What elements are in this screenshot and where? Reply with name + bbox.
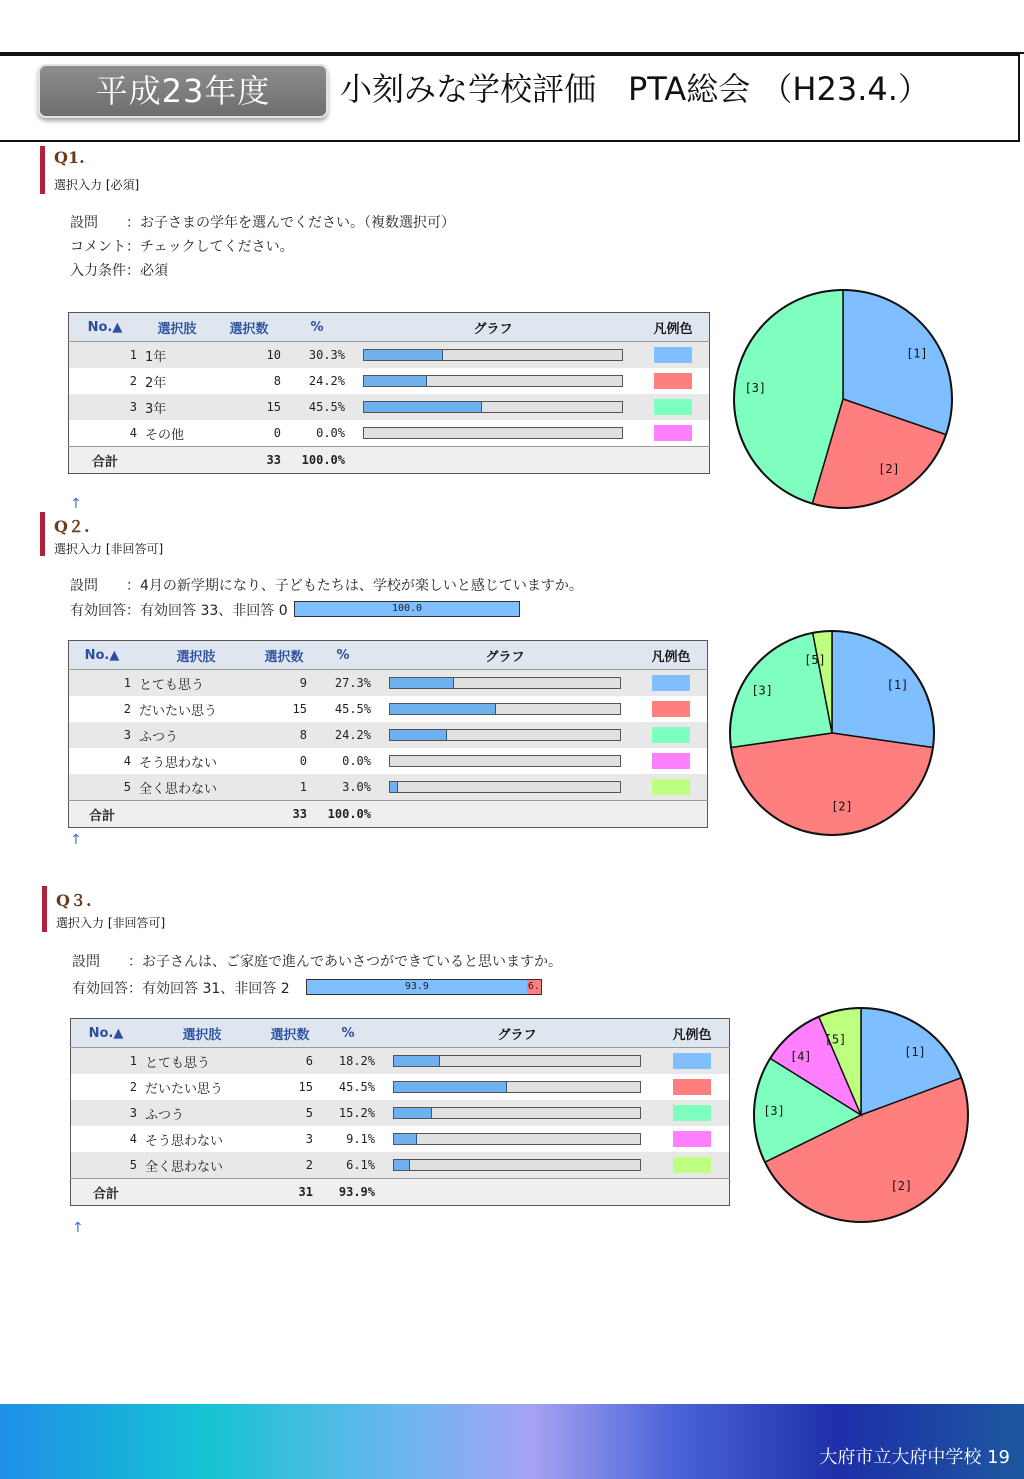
pie-label-3: [3] [744, 380, 767, 395]
row-graph-bar [389, 729, 621, 741]
row-legend [655, 1048, 730, 1075]
legend-swatch [652, 701, 690, 717]
q2-valid-response-bar [294, 601, 520, 617]
row-graph [375, 774, 635, 801]
legend-swatch [652, 727, 690, 743]
header-count: 選択数 [263, 1019, 317, 1048]
total-empty [375, 801, 635, 828]
page-title: 小刻みな学校評価 PTA総会 （H23.4.） [340, 70, 930, 108]
row-graph-fill [394, 1082, 507, 1092]
table-row [71, 1100, 730, 1126]
header-graph: グラフ [375, 641, 635, 670]
row-choice: 2年 [145, 375, 167, 391]
legend-swatch [654, 399, 692, 415]
q1-back-to-top-link[interactable]: ↑ [70, 496, 82, 512]
row-graph [379, 1074, 655, 1100]
row-percent: 9.1% [346, 1132, 375, 1146]
total-empty [349, 447, 637, 474]
table-row [69, 670, 708, 697]
row-graph-fill [364, 402, 482, 412]
q3-valid-response-bar [306, 979, 542, 995]
q3-title: Q３. [56, 891, 92, 910]
row-legend [635, 722, 708, 748]
row-choice: だいたい思う [145, 1081, 224, 1097]
row-count: 5 [263, 1100, 317, 1126]
table-total-row [71, 1179, 730, 1206]
table-row [71, 1048, 730, 1075]
pie-slice-2 [731, 733, 933, 835]
legend-swatch [652, 753, 690, 769]
total-count: 33 [257, 801, 311, 828]
q3-valid-answered: 93.9 [307, 980, 527, 994]
header-choice: 選択肢 [141, 313, 213, 342]
q1-title: Q1. [54, 148, 85, 167]
row-legend [637, 342, 710, 369]
header-count: 選択数 [257, 641, 311, 670]
legend-swatch [654, 425, 692, 441]
row-choice: その他 [145, 427, 185, 443]
row-no: 3 [69, 722, 136, 748]
q3-back-to-top-link[interactable]: ↑ [72, 1220, 84, 1236]
q2-results-table [68, 640, 708, 828]
q2-valid-answered: 100.0 [295, 602, 519, 616]
header-choice: 選択肢 [141, 1019, 263, 1048]
row-legend [637, 368, 710, 394]
table-row [69, 394, 710, 420]
row-graph-fill [394, 1160, 410, 1170]
row-legend [655, 1126, 730, 1152]
row-percent: 27.3% [311, 670, 375, 697]
row-count: 3 [305, 1132, 313, 1146]
row-graph [379, 1126, 655, 1152]
legend-swatch [673, 1157, 711, 1173]
legend-swatch [654, 373, 692, 389]
row-graph [379, 1048, 655, 1075]
row-percent: 24.2% [308, 374, 345, 388]
table-row [69, 696, 708, 722]
q1-subtitle: 選択入力 [必須] [54, 178, 140, 192]
row-percent: 0.0% [342, 754, 371, 768]
total-empty [379, 1179, 655, 1206]
row-choice: そう思わない [139, 755, 218, 771]
legend-swatch [673, 1079, 711, 1095]
row-choice: とても思う [135, 670, 257, 697]
row-no: 4 [123, 754, 131, 768]
total-empty [141, 447, 213, 474]
row-graph-fill [390, 782, 398, 792]
row-legend [655, 1152, 730, 1179]
pie-label-2: [2] [878, 461, 900, 476]
row-graph [375, 696, 635, 722]
legend-swatch [673, 1131, 711, 1147]
row-graph [349, 394, 637, 420]
row-percent: 3.0% [311, 774, 375, 801]
row-percent: 30.3% [285, 342, 349, 369]
row-count: 1 [257, 774, 311, 801]
total-label: 合計 [69, 447, 142, 474]
total-empty [635, 801, 708, 828]
pie-label-1: [1] [886, 677, 909, 692]
legend-swatch [652, 779, 690, 795]
row-graph-bar [363, 349, 623, 361]
row-percent: 45.5% [285, 394, 349, 420]
row-graph-fill [364, 350, 443, 360]
row-count: 15 [213, 394, 285, 420]
header-legend: 凡例色 [655, 1019, 730, 1048]
footer-band [0, 1404, 1024, 1479]
q3-subtitle: 選択入力 [非回答可] [56, 916, 166, 930]
row-no: 1 [69, 670, 136, 697]
year-badge: 平成23年度 [38, 64, 328, 118]
row-graph-bar [363, 375, 623, 387]
table-row [69, 774, 708, 801]
header-legend: 凡例色 [637, 313, 710, 342]
row-count: 0 [273, 426, 281, 440]
row-graph-fill [390, 678, 454, 688]
row-graph-fill [394, 1134, 417, 1144]
total-empty [141, 1179, 263, 1206]
row-no: 2 [129, 374, 137, 388]
q2-title: Q２. [54, 517, 90, 536]
row-choice: 3年 [141, 394, 213, 420]
total-empty [637, 447, 710, 474]
row-choice: とても思う [141, 1048, 263, 1075]
row-no: 3 [71, 1100, 142, 1126]
row-legend [637, 394, 710, 420]
table-row [69, 342, 710, 369]
total-label: 合計 [71, 1179, 142, 1206]
row-choice: 全く思わない [135, 774, 257, 801]
pie-label-2: [2] [890, 1178, 913, 1193]
row-choice: ふつう [141, 1100, 263, 1126]
pie-label-2: [2] [831, 799, 853, 814]
table-row [71, 1126, 730, 1152]
row-graph-bar [393, 1081, 641, 1093]
header-graph: グラフ [379, 1019, 655, 1048]
row-graph [349, 342, 637, 369]
row-graph-fill [394, 1056, 440, 1066]
q3-valid-label: 有効回答：有効回答 31、非回答 2 [72, 981, 290, 997]
total-percent: 93.9% [317, 1179, 379, 1206]
row-no: 3 [69, 394, 142, 420]
header-no[interactable]: No.▲ [71, 1019, 142, 1048]
row-no: 1 [71, 1048, 142, 1075]
header-legend: 凡例色 [635, 641, 708, 670]
row-no: 5 [69, 774, 136, 801]
table-row [71, 1074, 730, 1100]
pie-label-1: [1] [906, 346, 928, 361]
q1-question-line: 設問 ：お子さまの学年を選んでください。（複数選択可） [70, 215, 455, 231]
row-legend [637, 420, 710, 447]
row-count: 10 [213, 342, 285, 369]
header-count: 選択数 [213, 313, 285, 342]
row-graph-bar [363, 427, 623, 439]
row-percent: 45.5% [334, 702, 371, 716]
pie-label-4: [4] [789, 1049, 812, 1064]
row-no: 1 [69, 342, 142, 369]
row-percent: 45.5% [338, 1080, 375, 1094]
row-no: 5 [71, 1152, 142, 1179]
row-graph-bar [363, 401, 623, 413]
q2-subtitle: 選択入力 [非回答可] [54, 542, 164, 556]
row-graph [349, 420, 637, 447]
row-choice: だいたい思う [139, 703, 218, 719]
footer-school-page: 大府市立大府中学校 19 [819, 1447, 1010, 1468]
header-graph: グラフ [349, 313, 637, 342]
row-graph [349, 368, 637, 394]
legend-swatch [673, 1053, 711, 1069]
legend-swatch [654, 347, 692, 363]
row-count: 0 [299, 754, 307, 768]
q2-pie-chart [726, 627, 938, 839]
total-count: 33 [213, 447, 285, 474]
legend-swatch [652, 675, 690, 691]
pie-label-3: [3] [751, 683, 774, 698]
q3-results-table [70, 1018, 730, 1206]
row-choice: そう思わない [145, 1133, 224, 1149]
header-percent: % [317, 1019, 379, 1048]
row-choice: 1年 [141, 342, 213, 369]
pie-label-5: [5] [804, 652, 826, 667]
table-row [69, 722, 708, 748]
q3-question-line: 設問 ：お子さんは、ご家庭で進んであいさつができていると思いますか。 [72, 954, 562, 970]
row-graph-bar [389, 781, 621, 793]
table-row [69, 368, 710, 394]
row-count: 2 [263, 1152, 317, 1179]
q1-condition-line: 入力条件：必須 [70, 263, 168, 279]
total-percent: 100.0% [285, 447, 349, 474]
row-choice: ふつう [135, 722, 257, 748]
header-choice: 選択肢 [135, 641, 257, 670]
table-total-row [69, 801, 708, 828]
row-count: 15 [298, 1080, 313, 1094]
row-graph-bar [393, 1159, 641, 1171]
row-graph-bar [389, 755, 621, 767]
row-graph [375, 670, 635, 697]
row-graph-fill [390, 730, 447, 740]
row-percent: 15.2% [317, 1100, 379, 1126]
row-graph [375, 748, 635, 774]
q3-valid-unanswered: 6. [527, 981, 540, 992]
q2-back-to-top-link[interactable]: ↑ [70, 832, 82, 848]
header-percent: % [285, 313, 349, 342]
row-graph-fill [390, 704, 496, 714]
row-no: 4 [129, 1132, 137, 1146]
q2-accent-bar [40, 512, 45, 556]
row-graph [379, 1152, 655, 1179]
row-graph [375, 722, 635, 748]
q2-question-line: 設問 ：4月の新学期になり、子どもたちは、学校が楽しいと感じていますか。 [70, 578, 583, 594]
row-percent: 18.2% [317, 1048, 379, 1075]
row-no: 2 [123, 702, 131, 716]
pie-label-5: [5] [824, 1032, 847, 1047]
row-no: 2 [129, 1080, 137, 1094]
table-row [69, 748, 708, 774]
header-no[interactable]: No.▲ [69, 641, 136, 670]
q1-results-table [68, 312, 710, 474]
table-total-row [69, 447, 710, 474]
row-graph-bar [389, 677, 621, 689]
row-graph [379, 1100, 655, 1126]
row-graph-bar [389, 703, 621, 715]
row-graph-bar [393, 1055, 641, 1067]
row-count: 15 [292, 702, 307, 716]
row-graph-bar [393, 1107, 641, 1119]
row-percent: 24.2% [311, 722, 375, 748]
row-legend [635, 670, 708, 697]
total-percent: 100.0% [311, 801, 375, 828]
row-count: 9 [257, 670, 311, 697]
total-empty [135, 801, 257, 828]
pie-slice-1 [832, 631, 934, 748]
row-count: 8 [257, 722, 311, 748]
q1-pie-chart [730, 286, 956, 512]
table-row [71, 1152, 730, 1179]
row-legend [655, 1074, 730, 1100]
total-empty [655, 1179, 730, 1206]
q1-comment-line: コメント：チェックしてください。 [70, 239, 294, 255]
header-percent: % [311, 641, 375, 670]
total-count: 31 [263, 1179, 317, 1206]
row-legend [635, 774, 708, 801]
row-count: 6 [263, 1048, 317, 1075]
row-legend [655, 1100, 730, 1126]
legend-swatch [673, 1105, 711, 1121]
q3-pie-chart [750, 1004, 972, 1226]
row-graph-fill [364, 376, 427, 386]
q1-accent-bar [40, 146, 45, 194]
q3-accent-bar [42, 886, 47, 932]
row-percent: 0.0% [316, 426, 345, 440]
row-graph-fill [394, 1108, 432, 1118]
row-count: 8 [273, 374, 281, 388]
row-percent: 6.1% [317, 1152, 379, 1179]
total-label: 合計 [69, 801, 136, 828]
row-legend [635, 696, 708, 722]
header-no[interactable]: No.▲ [69, 313, 142, 342]
row-legend [635, 748, 708, 774]
pie-label-3: [3] [763, 1104, 785, 1119]
row-graph-bar [393, 1133, 641, 1145]
q2-valid-label: 有効回答：有効回答 33、非回答 0 [70, 603, 288, 619]
row-no: 4 [129, 426, 137, 440]
row-choice: 全く思わない [141, 1152, 263, 1179]
pie-label-1: [1] [904, 1044, 926, 1059]
table-row [69, 420, 710, 447]
